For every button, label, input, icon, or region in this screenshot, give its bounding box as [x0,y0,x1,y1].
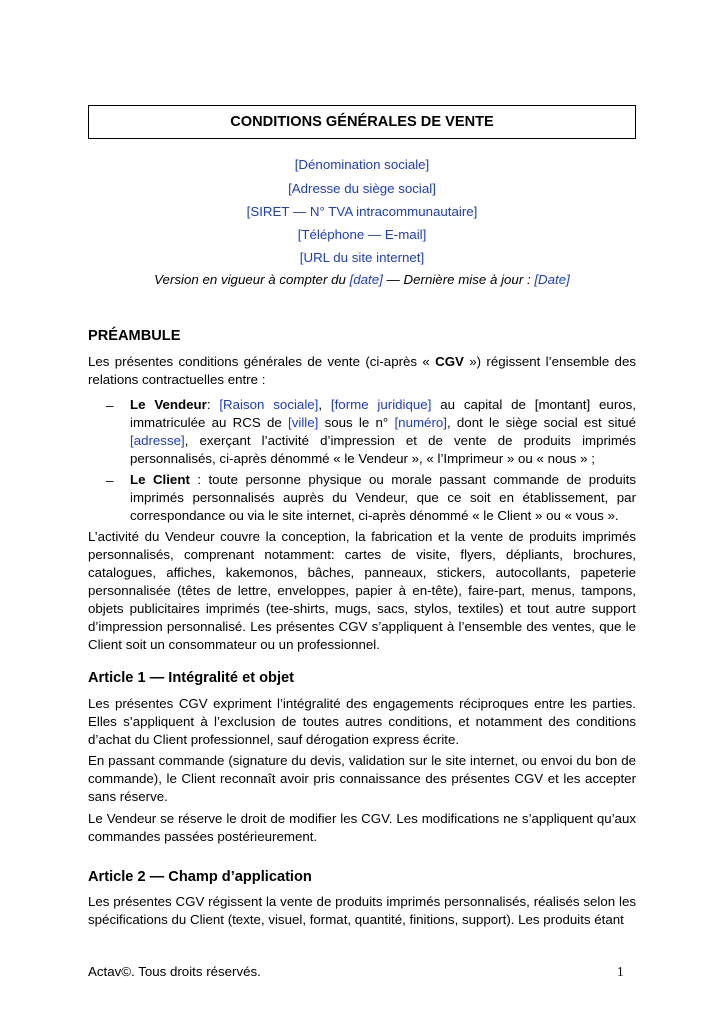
preambule-heading: PRÉAMBULE [88,328,181,344]
list-item-vendeur: Le Vendeur: [Raison sociale], [forme juridique] au capital de [montant] euros, immatriculée au RCS de [ville] sous le n° [numéro], dont le siège social est situé [adresse], exerçant l’activité d’impression et de vente de produits imprimés personnalisés, ci-après dénommé « le Vendeur », « l’Imprimeur » ou « nous » ; [130,397,636,466]
page-number: 1 [617,964,624,979]
vendeur-label: Le Vendeur [130,397,207,412]
list-dash: – [106,398,114,413]
contact-placeholder: [Téléphone — E-mail] [297,227,427,242]
url-placeholder: [URL du site internet] [299,250,425,265]
article2-paragraph-1: Les présentes CGV régissent la vente de produits imprimés personnalisés, réalisés selon les spécifications du Client (texte, visuel, format, quantité, finitions, support). Les produits étant [88,894,636,927]
list-dash: – [106,473,114,488]
update-date: [Date] [534,272,570,287]
footer-copyright: Actav©. Tous droits réservés. [88,964,261,979]
address-placeholder: [Adresse du siège social] [288,181,436,196]
client-label: Le Client [130,472,190,487]
version-line [88,271,636,289]
version-date: [date] [349,272,383,287]
siret-placeholder: [SIRET — N° TVA intracommunautaire] [246,204,478,219]
raison-sociale-placeholder: [Raison sociale] [219,397,319,412]
article1-heading: Article 1 — Intégralité et objet [88,670,294,686]
cgv-term: CGV [435,354,464,369]
article1-paragraph-3: Le Vendeur se réserve le droit de modifier les CGV. Les modifications ne s’appliquent qu’aux commandes passées postérieurement. [88,811,636,844]
forme-juridique-placeholder: [forme juridique] [330,397,432,412]
activite-paragraph: L’activité du Vendeur couvre la conception, la fabrication et la vente de produits imprimés personnalisés, comprenant notamment: cartes de visite, flyers, dépliants, brochures, catalogues, affiches, kakemonos, bâches, panneaux, stickers, autocollants, papeterie personnalisée (têtes de lettre, enveloppes, papier à en-tête), faire-part, menus, tampons, objets publicitaires imprimés (tee-shirts, mugs, sacs, stylos, textiles) et tout autre support d’impression personnalisé. Les présentes CGV s’appliquent à l’ensemble des ventes, que le Client soit un consommateur ou un professionnel. [88,529,636,652]
list-item-client: Le Client : toute personne physique ou morale passant commande de produits imprimés personnalisés auprès du Vendeur, que ce soit en établissement, par correspondance ou via le site internet, ci-après dénommé « le Client » ou « vous ». [130,472,636,523]
document-title: CONDITIONS GÉNÉRALES DE VENTE [88,105,636,139]
adresse-placeholder: [adresse] [130,433,185,448]
article1-paragraph-2: En passant commande (signature du devis, validation sur le site internet, ou envoi du bon de commande), le Client reconnaît avoir pris connaissance des présentes CGV et les accepter sans réserve. [88,753,636,804]
company-name-placeholder: [Dénomination sociale] [294,157,430,172]
preambule-intro: Les présentes conditions générales de vente (ci-après « CGV ») régissent l’ensemble des relations contractuelles entre : [88,354,636,387]
ville-placeholder: [ville] [288,415,319,430]
version-prefix: Version en vigueur à compter du [154,272,350,287]
version-mid: — Dernière mise à jour : [382,272,535,287]
article1-paragraph-1: Les présentes CGV expriment l’intégralité des engagements réciproques entre les parties. Elles s’appliquent à l’exclusion de toutes autres conditions, et notamment des conditions d’achat du Client professionnel, sauf dérogation express écrite. [88,696,636,747]
numero-placeholder: [numéro] [394,415,447,430]
article2-heading: Article 2 — Champ d’application [88,869,312,885]
